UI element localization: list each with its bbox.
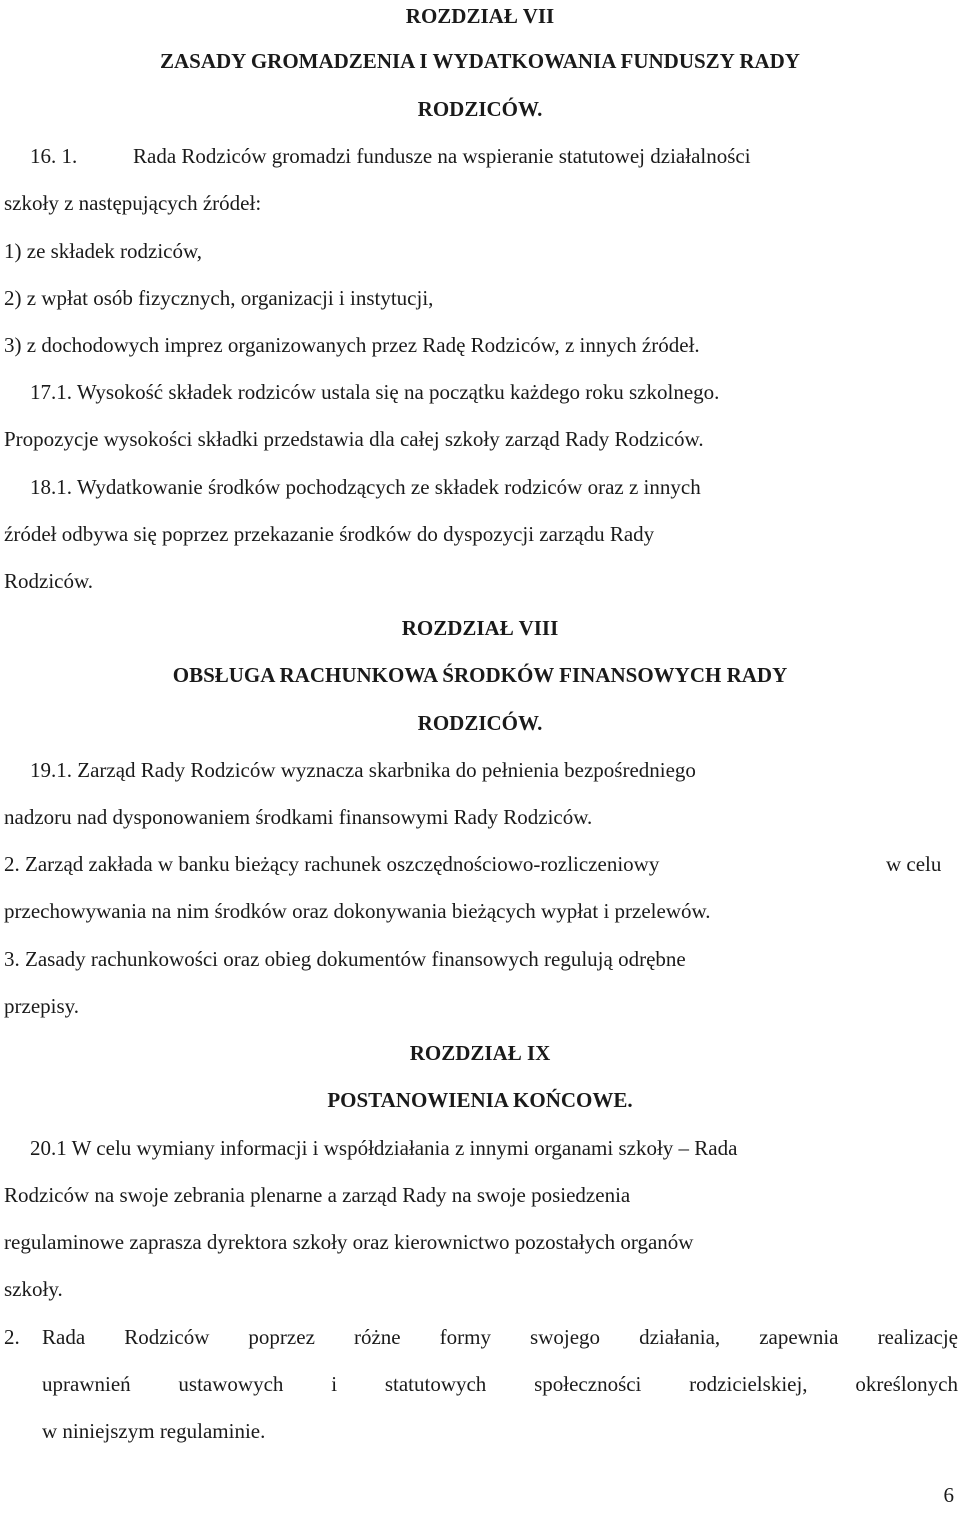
chapter-9-subtitle: POSTANOWIENIA KOŃCOWE. [327, 1088, 633, 1112]
chapter-9-title: ROZDZIAŁ IX [409, 1041, 551, 1065]
section-16-line-1: Rada Rodziców gromadzi fundusze na wspieranie statutowej działalności [133, 144, 751, 168]
section-18-line-2: źródeł odbywa się poprzez przekazanie środków do dyspozycji zarządu Rady [4, 522, 655, 546]
section-20-para-2-line-2: uprawnień ustawowych i statutowych społeczności rodzicielskiej, określonych [42, 1372, 958, 1396]
section-20-para-2-line-1: Rada Rodziców poprzez różne formy swojego działania, zapewnia realizację [42, 1325, 958, 1349]
chapter-7-subtitle-line-2: RODZICÓW. [417, 97, 543, 121]
section-19-para-3-line-1: 3. Zasady rachunkowości oraz obieg dokumentów finansowych regulują odrębne [4, 947, 686, 971]
section-19-para-2-line-2: przechowywania na nim środków oraz dokonywania bieżących wypłat i przelewów. [4, 899, 711, 923]
page-number: 6 [943, 1483, 954, 1507]
section-17-line-2: Propozycje wysokości składki przedstawia dla całej szkoły zarząd Rady Rodziców. [4, 427, 704, 451]
section-18-line-1: 18.1. Wydatkowanie środków pochodzących ze składek rodziców oraz z innych [30, 475, 701, 499]
section-16-item-1: 1) ze składek rodziców, [4, 239, 203, 263]
section-20-para-2-line-3: w niniejszym regulaminie. [42, 1419, 266, 1443]
section-20-line-2: Rodziców na swoje zebrania plenarne a zarząd Rady na swoje posiedzenia [4, 1183, 631, 1207]
section-20-para-2-number: 2. [4, 1325, 20, 1349]
section-20-line-1: 20.1 W celu wymiany informacji i współdziałania z innymi organami szkoły – Rada [30, 1136, 738, 1160]
section-16-item-3: 3) z dochodowych imprez organizowanych przez Radę Rodziców, z innych źródeł. [4, 333, 700, 357]
section-16-item-2: 2) z wpłat osób fizycznych, organizacji i instytucji, [4, 286, 434, 310]
section-20-line-3: regulaminowe zaprasza dyrektora szkoły oraz kierownictwo pozostałych organów [4, 1230, 694, 1254]
section-19-para-3-line-2: przepisy. [4, 994, 80, 1018]
chapter-8-title: ROZDZIAŁ VIII [401, 616, 559, 640]
section-18-line-3: Rodziców. [4, 569, 94, 593]
chapter-8-subtitle-line-2: RODZICÓW. [417, 711, 543, 735]
section-16-line-2: szkoły z następujących źródeł: [4, 191, 262, 215]
section-19-line-2: nadzoru nad dysponowaniem środkami finansowymi Rady Rodziców. [4, 805, 593, 829]
section-17-line-1: 17.1. Wysokość składek rodziców ustala się na początku każdego roku szkolnego. [30, 380, 720, 404]
chapter-7-title: ROZDZIAŁ VII [405, 4, 555, 28]
section-20-line-4: szkoły. [4, 1277, 63, 1301]
section-16-number: 16. 1. [30, 144, 78, 168]
chapter-8-subtitle-line-1: OBSŁUGA RACHUNKOWA ŚRODKÓW FINANSOWYCH RADY [172, 663, 788, 687]
section-19-para-2-line-1-end: w celu [886, 852, 942, 876]
section-19-line-1: 19.1. Zarząd Rady Rodziców wyznacza skarbnika do pełnienia bezpośredniego [30, 758, 696, 782]
chapter-7-subtitle-line-1: ZASADY GROMADZENIA I WYDATKOWANIA FUNDUSZY RADY [160, 49, 800, 73]
section-19-para-2-line-1: 2. Zarząd zakłada w banku bieżący rachunek oszczędnościowo-rozliczeniowy [4, 852, 660, 876]
